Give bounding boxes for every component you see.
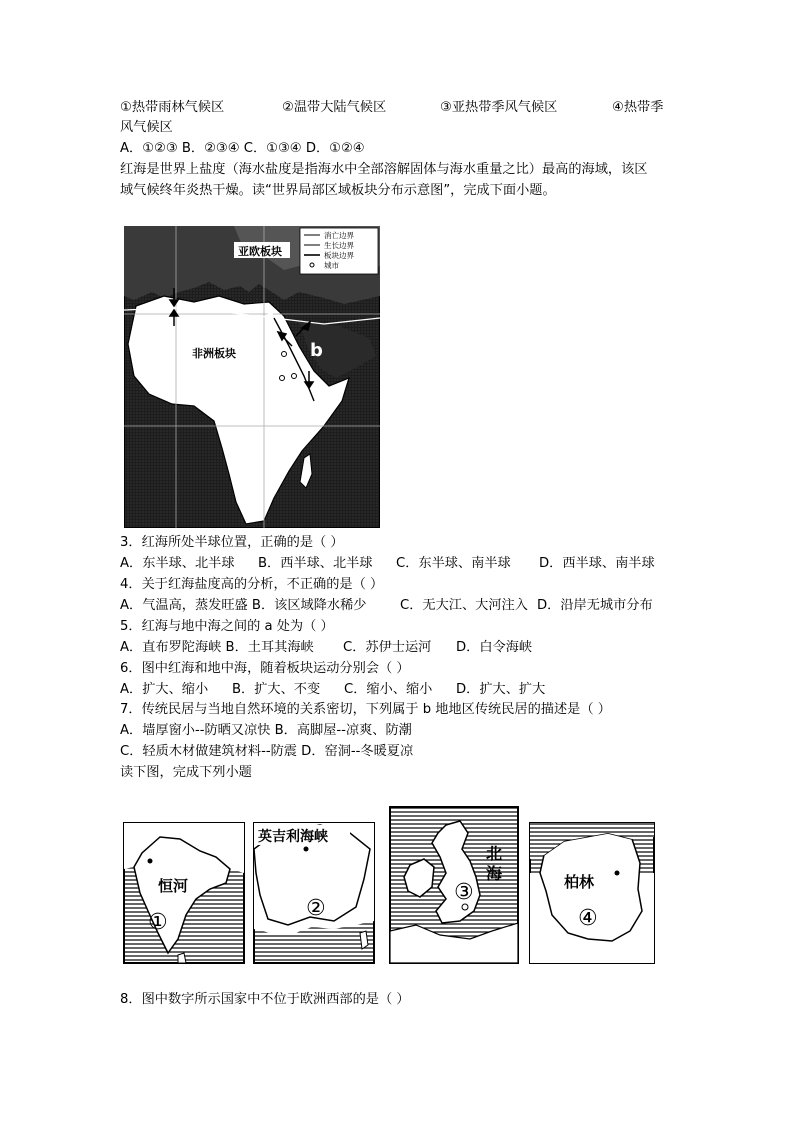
map-num-2: ② xyxy=(306,896,326,921)
q4-choice-d: D．沿岸无城市分布 xyxy=(537,598,653,613)
map-india xyxy=(124,823,244,963)
q3-choice-a: A．东半球、北半球 xyxy=(120,556,235,571)
city-marker xyxy=(282,352,287,357)
africa-label: 非洲板块 xyxy=(192,347,236,360)
map-num-4: ④ xyxy=(578,906,598,931)
q5-stem: 5．红海与地中海之间的 a 处为（ ） xyxy=(120,619,334,634)
q6-stem: 6．图中红海和地中海，随着板块运动分别会（ ） xyxy=(120,661,410,676)
country-maps xyxy=(120,803,660,971)
map-num-1: ① xyxy=(148,910,168,935)
point-b-label: b xyxy=(310,340,323,361)
q5-choice-c: C．苏伊士运河 xyxy=(343,640,432,655)
q7-choice-cd: C．轻质木材做建筑材料--防震 D．窑洞--冬暖夏凉 xyxy=(120,744,414,759)
option-3: ③亚热带季风气候区 xyxy=(440,100,558,115)
q7-choice-ab: A．墙厚窗小--防晒又凉快 B．高脚屋--凉爽、防潮 xyxy=(120,723,412,738)
q5-choice-d: D．白令海峡 xyxy=(456,640,533,655)
map-france xyxy=(254,823,374,963)
q6-choice-a: A．扩大、缩小 xyxy=(120,682,209,697)
option-4b: 风气候区 xyxy=(120,120,173,135)
q6-choice-c: C．缩小、缩小 xyxy=(344,682,433,697)
q3-stem: 3．红海所处半球位置，正确的是（ ） xyxy=(120,535,344,550)
ganges-label: 恒河 xyxy=(158,877,189,895)
q8-stem: 8．图中数字所示国家中不位于欧洲西部的是（ ） xyxy=(120,992,410,1007)
map-num-3: ③ xyxy=(454,880,474,905)
read-prompt: 读下图，完成下列小题 xyxy=(120,765,252,780)
q6-choice-d: D．扩大、扩大 xyxy=(456,682,546,697)
q7-stem: 7．传统民居与当地自然环境的关系密切，下列属于 b 地地区传统民居的描述是（ ） xyxy=(120,702,611,717)
option-2: ②温带大陆气候区 xyxy=(282,100,387,115)
q4-choice-c: C．无大江、大河注入 xyxy=(400,598,528,613)
legend-item-subduction: 消亡边界 xyxy=(324,231,354,240)
berlin-label: 柏林 xyxy=(564,873,595,891)
point-a-label: a xyxy=(266,307,275,321)
eurasia-label: 亚欧板块 xyxy=(238,245,282,258)
option-1: ①热带雨林气候区 xyxy=(120,100,225,115)
q3-choice-d: D．西半球、南半球 xyxy=(539,556,655,571)
q6-choice-b: B．扩大、不变 xyxy=(232,682,321,697)
q3-choice-c: C．东半球、南半球 xyxy=(396,556,511,571)
q3-choice-b: B．西半球、北半球 xyxy=(258,556,373,571)
passage-line-1: 红海是世界上盐度（海水盐度是指海水中全部溶解固体与海水重量之比）最高的海域，该区 xyxy=(120,162,648,177)
q4-choice-ab: A．气温高，蒸发旺盛 B．该区域降水稀少 xyxy=(120,598,367,613)
north-sea-label-1: 北 xyxy=(486,844,503,863)
english-channel-label: 英吉利海峡 xyxy=(258,829,328,845)
city-marker xyxy=(292,374,297,379)
q4-stem: 4．关于红海盐度高的分析，不正确的是（ ） xyxy=(120,577,384,592)
north-sea-label-2: 海 xyxy=(486,864,503,883)
legend-item-boundary: 板块边界 xyxy=(324,251,354,260)
plate-map xyxy=(124,226,380,532)
legend-item-city: 城市 xyxy=(324,261,339,270)
legend-item-spreading: 生长边界 xyxy=(324,241,354,250)
plate-map-svg xyxy=(124,226,380,528)
map-germany xyxy=(530,823,654,963)
option-4a: ④热带季 xyxy=(612,100,664,115)
passage-line-2: 域气候终年炎热干燥。读“世界局部区域板块分布示意图”，完成下面小题。 xyxy=(120,183,556,198)
map-uk xyxy=(390,807,518,963)
city-marker xyxy=(280,376,285,381)
q2-choices: A．①②③ B．②③④ C．①③④ D．①②④ xyxy=(120,141,365,156)
q5-choice-ab: A．直布罗陀海峡 B．土耳其海峡 xyxy=(120,640,314,655)
